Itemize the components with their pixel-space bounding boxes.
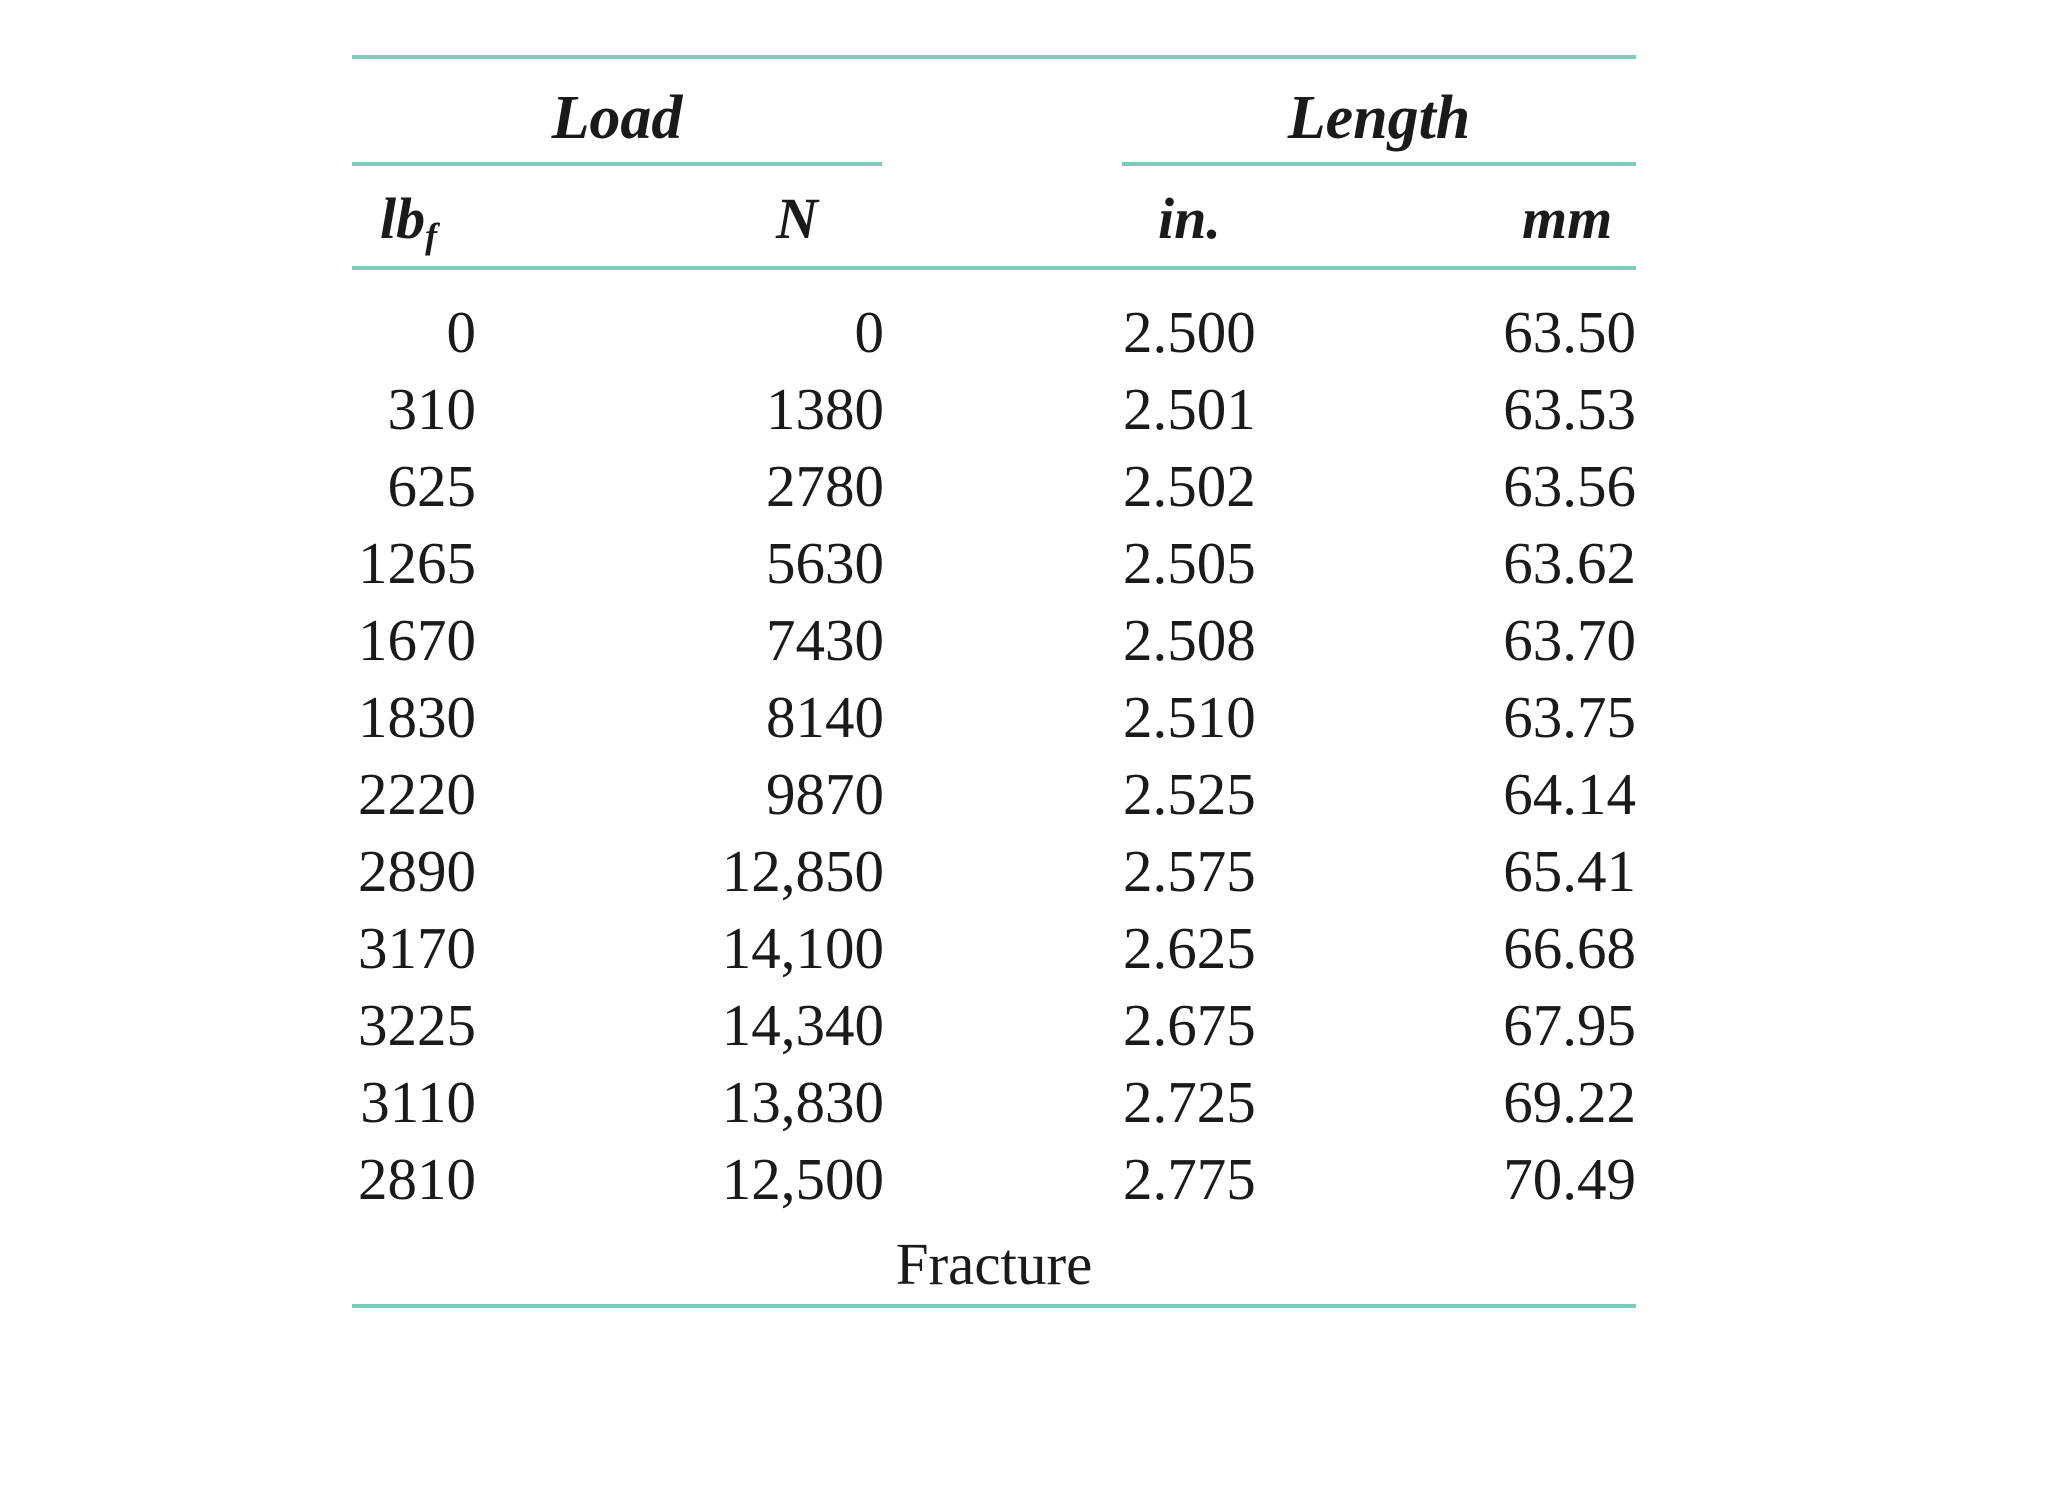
cell-lbf: 2810 bbox=[358, 1146, 476, 1212]
cell-n: 1380 bbox=[766, 376, 884, 442]
cell-n: 5630 bbox=[766, 530, 884, 596]
table-row bbox=[352, 1141, 1636, 1217]
cell-n: 7430 bbox=[766, 607, 884, 673]
cell-lbf: 3225 bbox=[358, 992, 476, 1058]
cell-n: 0 bbox=[854, 299, 884, 365]
top-rule bbox=[352, 55, 1636, 59]
cell-in: 2.575 bbox=[1123, 838, 1256, 904]
table-row bbox=[352, 833, 1636, 909]
table-row bbox=[352, 525, 1636, 601]
col-header-lbf bbox=[380, 186, 438, 257]
cell-in: 2.508 bbox=[1123, 607, 1256, 673]
cell-n: 12,500 bbox=[721, 1146, 884, 1212]
header-rule bbox=[352, 266, 1636, 270]
cell-in: 2.510 bbox=[1123, 684, 1256, 750]
cell-mm: 67.95 bbox=[1503, 992, 1636, 1058]
fracture-note: Fracture bbox=[895, 1231, 1093, 1297]
cell-in: 2.525 bbox=[1123, 761, 1256, 827]
length-group-header: Length bbox=[1287, 84, 1471, 152]
table-row bbox=[352, 679, 1636, 755]
cell-in: 2.501 bbox=[1123, 376, 1256, 442]
cell-mm: 65.41 bbox=[1503, 838, 1636, 904]
cell-lbf: 3170 bbox=[358, 915, 476, 981]
cell-lbf: 3110 bbox=[360, 1069, 476, 1135]
load-group-header: Load bbox=[551, 84, 683, 152]
cell-mm: 66.68 bbox=[1503, 915, 1636, 981]
cell-in: 2.725 bbox=[1123, 1069, 1256, 1135]
col-header-lbf-base: lb bbox=[380, 186, 426, 251]
table-row bbox=[352, 756, 1636, 832]
cell-in: 2.675 bbox=[1123, 992, 1256, 1058]
col-header-in: in. bbox=[1158, 186, 1221, 251]
cell-lbf: 625 bbox=[387, 453, 476, 519]
cell-n: 14,340 bbox=[721, 992, 884, 1058]
cell-n: 8140 bbox=[766, 684, 884, 750]
cell-mm: 63.50 bbox=[1503, 299, 1636, 365]
cell-mm: 64.14 bbox=[1503, 761, 1636, 827]
table-row bbox=[352, 602, 1636, 678]
cell-lbf: 2890 bbox=[358, 838, 476, 904]
table-row bbox=[352, 910, 1636, 986]
cell-mm: 69.22 bbox=[1503, 1069, 1636, 1135]
length-group-rule bbox=[1122, 162, 1636, 166]
cell-mm: 63.75 bbox=[1503, 684, 1636, 750]
table-row bbox=[352, 371, 1636, 447]
col-header-n: N bbox=[776, 186, 818, 251]
load-group-rule bbox=[352, 162, 882, 166]
table-row bbox=[352, 294, 1636, 370]
cell-in: 2.775 bbox=[1123, 1146, 1256, 1212]
cell-lbf: 1265 bbox=[358, 530, 476, 596]
cell-in: 2.505 bbox=[1123, 530, 1256, 596]
col-header-mm: mm bbox=[1522, 186, 1613, 251]
cell-n: 13,830 bbox=[721, 1069, 884, 1135]
table-row bbox=[352, 1064, 1636, 1140]
cell-mm: 70.49 bbox=[1503, 1146, 1636, 1212]
cell-lbf: 1830 bbox=[358, 684, 476, 750]
cell-lbf: 1670 bbox=[358, 607, 476, 673]
cell-mm: 63.62 bbox=[1503, 530, 1636, 596]
table-row bbox=[352, 448, 1636, 524]
cell-lbf: 2220 bbox=[358, 761, 476, 827]
cell-lbf: 310 bbox=[387, 376, 476, 442]
cell-mm: 63.53 bbox=[1503, 376, 1636, 442]
cell-n: 9870 bbox=[766, 761, 884, 827]
cell-in: 2.500 bbox=[1123, 299, 1256, 365]
cell-mm: 63.70 bbox=[1503, 607, 1636, 673]
cell-n: 14,100 bbox=[721, 915, 884, 981]
col-header-lbf-sub: f bbox=[425, 216, 438, 257]
table-row bbox=[352, 987, 1636, 1063]
cell-mm: 63.56 bbox=[1503, 453, 1636, 519]
cell-n: 2780 bbox=[766, 453, 884, 519]
cell-n: 12,850 bbox=[721, 838, 884, 904]
cell-in: 2.502 bbox=[1123, 453, 1256, 519]
cell-in: 2.625 bbox=[1123, 915, 1256, 981]
bottom-rule bbox=[352, 1304, 1636, 1308]
cell-lbf: 0 bbox=[446, 299, 476, 365]
